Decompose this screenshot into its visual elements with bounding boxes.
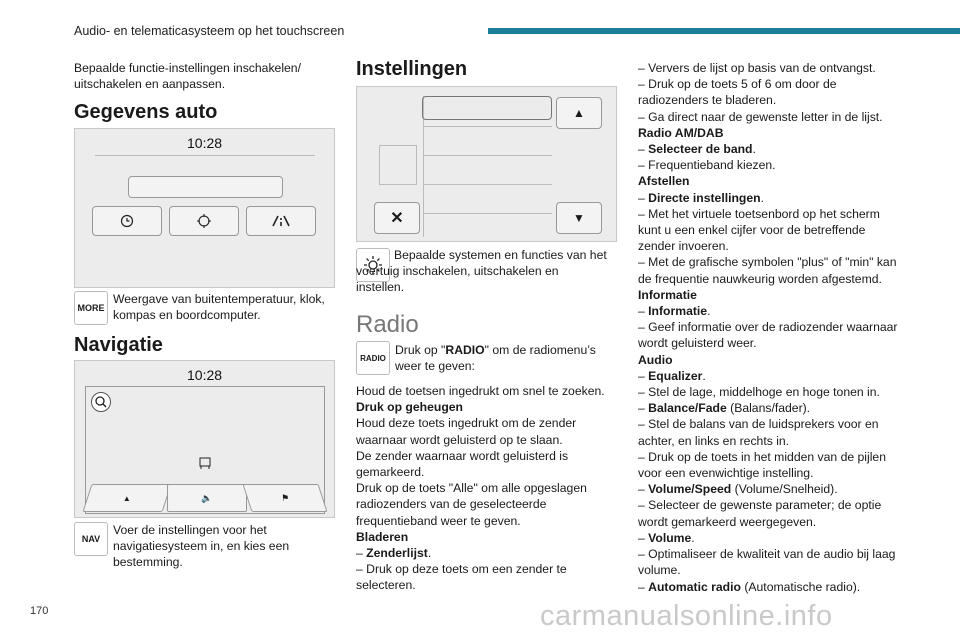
vehicle-data-button[interactable] (128, 176, 283, 198)
close-button[interactable] (374, 202, 420, 234)
map-arrow-button[interactable]: ▲ (82, 484, 171, 512)
vehicle-position-icon (197, 455, 213, 471)
settings-list (423, 96, 552, 237)
radio-icon: RADIO (356, 341, 390, 375)
compass-icon (196, 213, 212, 229)
radio-details: – Ververs de lijst op basis van de ontvangst. – Druk op de toets 5 of 6 om door de radiozenders te bladeren. – Ga direct naar de gewenste letter in de lijst. Radio AM/DAB – Selecteer de band. – Frequentieband kiezen. Afstellen – Directe instellingen. – Met het virtuele toetsenbord op het scherm kunt u een enkel cijfer voor de betreffende zender invoeren. – Met de grafische symbolen "plus" of "min" kan de frequentie nauwkeurig worden afgestemd. Informatie – Informatie. – Geef informatie over de radiozender waarnaar wordt geluisterd weer. Audio – Equalizer. – Stel de lage, middelhoge en hoge tonen in. – Balance/Fade (Balans/fader). – Stel de balans van de luidsprekers voor en achter, en links en rechts in. – Druk op de toets in het midden van de pijlen voor een evenwichtige instelling. – Volume/Speed (Volume/Snelheid). – Selecteer de gewenste parameter; de optie wordt gemarkeerd weergegeven. – Volume. – Optimaliseer de kwaliteit van de audio bij laag volume. – Automatic radio (Automatische radio). (638, 61, 898, 594)
more-text: Weergave van buitentemperatuur, klok, kompas en boordcomputer. (113, 292, 325, 323)
road-icon (272, 215, 290, 227)
radio-text: Druk op "RADIO" om de radiomenu’s weer te geven: (395, 343, 596, 374)
scroll-down-button[interactable] (556, 202, 602, 234)
divider (95, 155, 315, 156)
settings-list-item-selected[interactable] (422, 96, 552, 120)
vehicle-heading: Gegevens auto (74, 101, 218, 123)
settings-screen (356, 86, 617, 242)
header-bar (488, 28, 960, 34)
vehicle-clock: 10:28 (187, 135, 223, 151)
page-number: 170 (30, 605, 49, 617)
clock-button[interactable] (92, 206, 162, 236)
navigation-heading: Navigatie (74, 334, 163, 356)
radio-body: Houd de toetsen ingedrukt om snel te zoeken. Druk op geheugen Houd deze toets ingedrukt om de zender waarnaar wordt geluisterd op te slaan. De zender waarnaar wordt geluisterd is gemarkeerd. Druk op de toets "Alle" om alle opgeslagen radiozenders van de geselecteerde frequentieband weer te geven. Bladeren – Zenderlijst. – Druk op deze toets om een zender te selecteren. (356, 384, 605, 593)
close-icon: ✕ (390, 210, 404, 227)
settings-heading: Instellingen (356, 58, 468, 80)
intro-text: Bepaalde functie-instellingen inschakelen/ uitschakelen en aanpassen. (74, 61, 301, 92)
settings-text: Bepaalde systemen en functies van het voertuig inschakelen, uitschakelen en instellen. (356, 248, 607, 295)
volume-icon: 🔈 (201, 492, 213, 503)
search-icon[interactable] (90, 391, 112, 413)
compass-button[interactable] (169, 206, 239, 236)
map-flag-button[interactable] (242, 484, 327, 512)
scroll-up-button[interactable] (556, 97, 602, 129)
nav-clock: 10:28 (187, 367, 223, 383)
settings-tile (379, 145, 417, 185)
nav-icon: NAV (74, 522, 108, 556)
flag-icon: ⚑ (280, 492, 290, 503)
clock-icon (120, 214, 134, 228)
arrow-up-icon: ▲ (573, 106, 585, 120)
watermark: carmanualsonline.info (540, 600, 833, 632)
navigation-screen (74, 360, 335, 518)
trip-computer-button[interactable] (246, 206, 316, 236)
radio-heading: Radio (356, 311, 419, 338)
map-volume-button[interactable] (167, 484, 247, 512)
header-title: Audio- en telematicasysteem op het touchscreen (74, 24, 345, 38)
vehicle-screen (74, 128, 335, 288)
arrow-down-icon: ▼ (573, 211, 585, 225)
more-icon: MORE (74, 291, 108, 325)
nav-text: Voer de instellingen voor het navigatiesysteem in, en kies een bestemming. (113, 523, 290, 570)
